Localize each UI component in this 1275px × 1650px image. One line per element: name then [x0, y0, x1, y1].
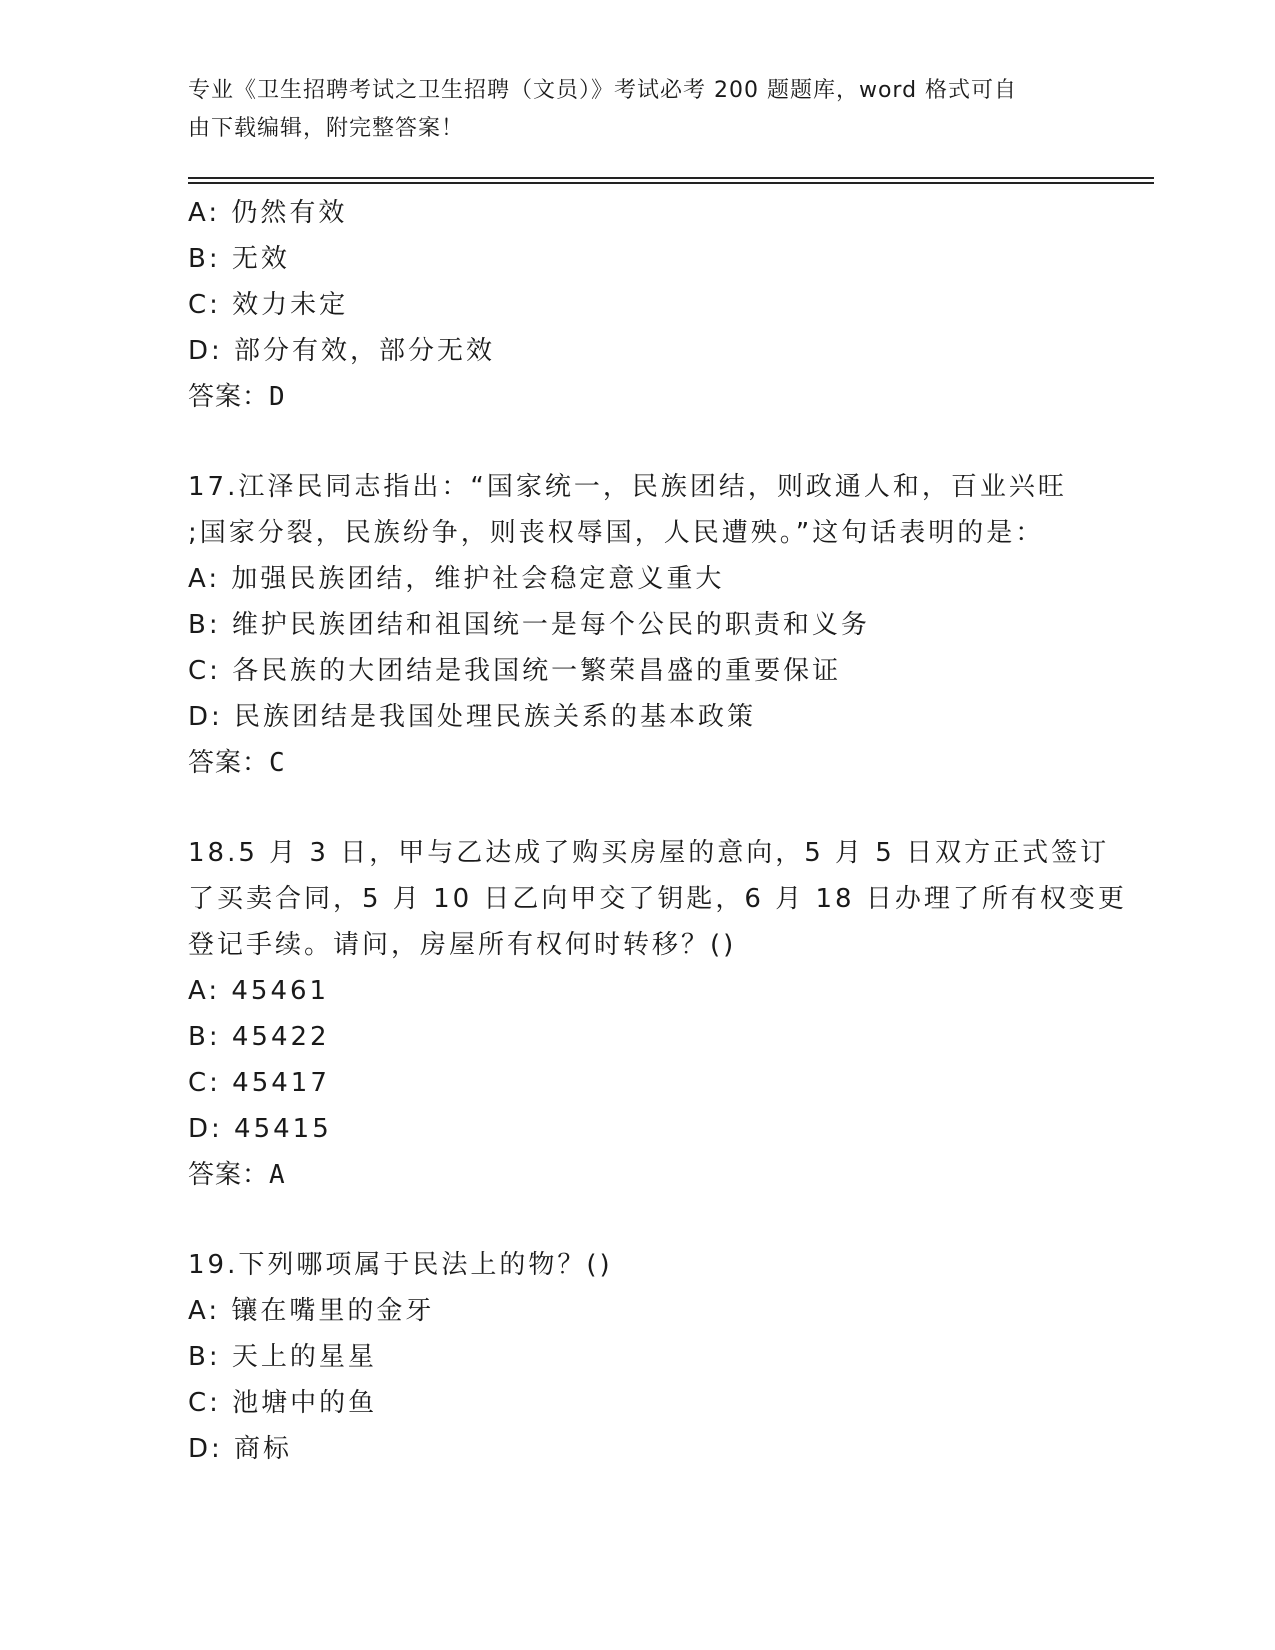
question-stem-line-1: 19.下列哪项属于民法上的物？() [188, 1250, 613, 1280]
option-d: D: 45415 [188, 1114, 332, 1144]
header-intro-line-1: 专业《卫生招聘考试之卫生招聘（文员）》考试必考 200 题题库，word 格式可自 [188, 78, 1018, 103]
question-list [188, 190, 1127, 1472]
answer-value: C [269, 748, 286, 778]
option-b: B: 维护民族团结和祖国统一是每个公民的职责和义务 [188, 610, 870, 640]
option-a: A: 镶在嘴里的金牙 [188, 1296, 435, 1326]
answer-label: 答案： [188, 382, 270, 412]
header-divider-top [188, 177, 1154, 179]
answer-value: A [269, 1160, 286, 1190]
option-a: A: 45461 [188, 976, 330, 1006]
answer-line [188, 374, 1088, 420]
question-19 [188, 1242, 1088, 1472]
answer-label: 答案： [188, 748, 270, 778]
option-a: A: 加强民族团结，维护社会稳定意义重大 [188, 564, 725, 594]
document-header [188, 72, 1068, 148]
question-stem-line-1: 18.5 月 3 日，甲与乙达成了购买房屋的意向，5 月 5 日双方正式签订 [188, 838, 1110, 868]
answer-line [188, 1152, 1088, 1198]
answer-label: 答案： [188, 1160, 270, 1190]
option-b: B: 45422 [188, 1022, 330, 1052]
answer-line [188, 740, 1088, 786]
question-18 [188, 830, 1127, 1198]
question-stem-line-2: ;国家分裂，民族纷争，则丧权辱国，人民遭殃。”这句话表明的是： [188, 518, 1045, 548]
answer-value: D [269, 382, 286, 412]
option-d: D: 部分有效，部分无效 [188, 336, 496, 366]
option-d: D: 民族团结是我国处理民族关系的基本政策 [188, 702, 757, 732]
option-c: C: 池塘中的鱼 [188, 1388, 378, 1418]
option-c: C: 效力未定 [188, 290, 349, 320]
option-b: B: 天上的星星 [188, 1342, 377, 1372]
header-divider-bottom [188, 182, 1154, 184]
question-17 [188, 464, 1088, 786]
question-16 [188, 190, 1088, 420]
header-intro-line-2: 由下载编辑，附完整答案！ [188, 116, 465, 141]
question-stem-line-2: 了买卖合同，5 月 10 日乙向甲交了钥匙，6 月 18 日办理了所有权变更 [188, 884, 1127, 914]
option-b: B: 无效 [188, 244, 290, 274]
question-stem-line-1: 17.江泽民同志指出：“国家统一，民族团结，则政通人和，百业兴旺 [188, 472, 1067, 502]
option-c: C: 各民族的大团结是我国统一繁荣昌盛的重要保证 [188, 656, 842, 686]
option-d: D: 商标 [188, 1434, 293, 1464]
option-a: A: 仍然有效 [188, 198, 348, 228]
question-stem-line-3: 登记手续。请问，房屋所有权何时转移？() [188, 930, 737, 960]
option-c: C: 45417 [188, 1068, 330, 1098]
